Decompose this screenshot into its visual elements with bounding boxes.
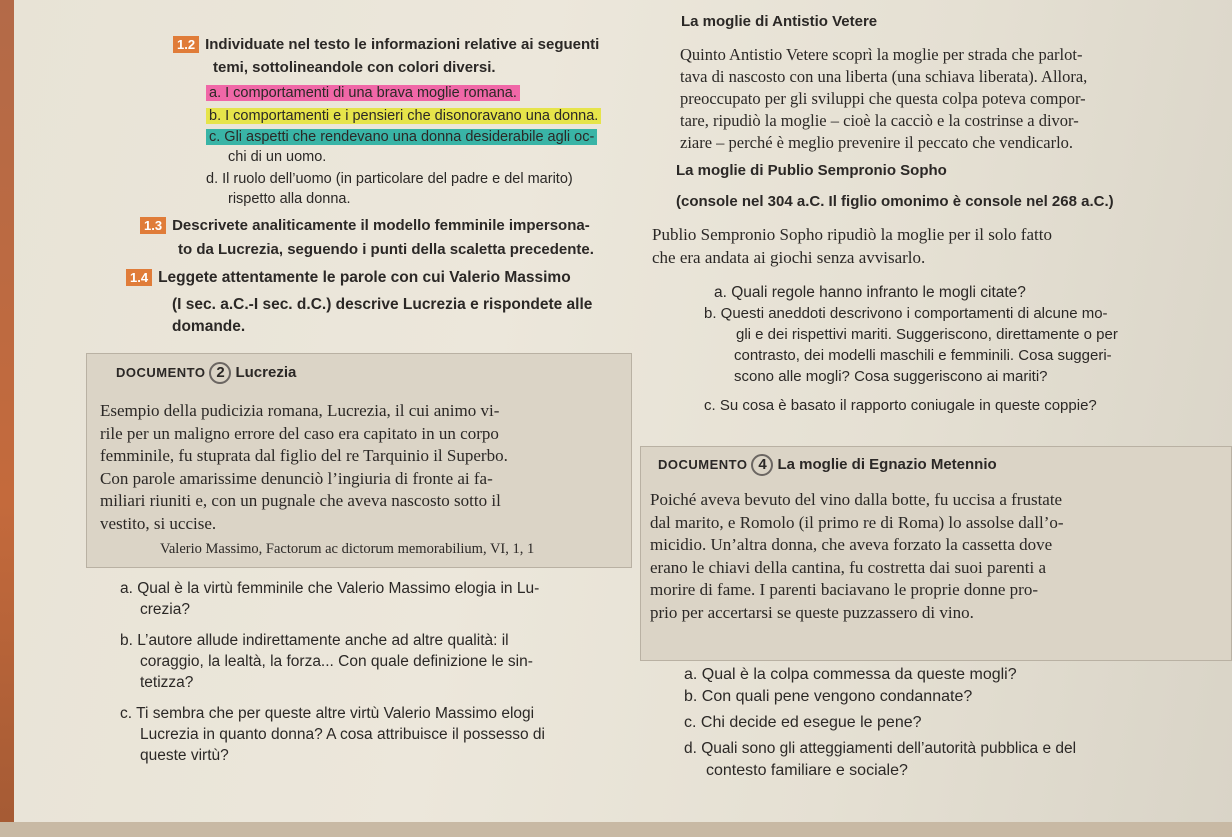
document-4-questions: a. Qual è la colpa commessa da queste mogli? b. Con quali pene vengono condannate? c. Chi decide ed esegue le pene? d. Quali sono gli atteggiamenti dell’autorità pubblica e del contesto familiare e sociale? [684,666,1077,779]
page-bottom-edge [0,822,1232,837]
exercise-1-2-item-d-cont: rispetto alla donna. [228,191,351,207]
sempronio-title: La moglie di Publio Sempronio Sopho [676,162,947,179]
document-2-header: DOCUMENTO 2 Lucrezia [116,362,296,384]
document-number-circle: 2 [209,362,231,384]
document-4-title: La moglie di Egnazio Metennio [777,456,997,473]
document-2-title: Lucrezia [235,364,297,381]
exercise-1-2-item-d: d. Il ruolo dell’uomo (in particolare del padre e del marito) [206,171,573,187]
document-number-circle: 4 [751,454,773,476]
exercise-1-2-item-c-cont: chi di un uomo. [228,149,327,165]
exercise-1-4-prompt-line3: domande. [172,318,246,335]
exercise-number-badge: 1.3 [140,217,166,234]
exercise-1-2-item-c: c. Gli aspetti che rendevano una donna desiderabile agli oc- [206,129,597,145]
exercise-number-badge: 1.2 [173,36,199,53]
antistio-title: La moglie di Antistio Vetere [681,13,878,30]
exercise-1-4-prompt: 1.4 Leggete attentamente le parole con cui Valerio Massimo [126,269,571,287]
sempronio-subtitle: (console nel 304 a.C. Il figlio omonimo è console nel 268 a.C.) [676,193,1114,210]
exercise-1-3-prompt-line2: to da Lucrezia, seguendo i punti della scaletta precedente. [178,241,594,258]
document-4-body: Poiché aveva bevuto del vino dalla botte, fu uccisa a frustate dal marito, e Romolo (il primo re di Roma) lo assolse dall’o- micidio. Un’altra donna, che aveva forzato la cassetta dove erano le chiavi della cantina, fu costretta dai suoi parenti a morire di fame. I parenti baciavano le proprie donne pro- prio per accertarsi se queste puzzassero di vino. [650,490,1064,622]
exercise-1-2-prompt-line2: temi, sottolineandole con colori diversi. [213,59,496,76]
document-2-questions: a. Qual è la virtù femminile che Valerio Massimo elogia in Lu- crezia? b. L’autore allude indirettamente anche ad altre qualità: il coraggio, la lealtà, la forza... Con quale definizione le sin- tetizza? c. Ti sembra che per queste altre virtù Valerio Massimo elogi Lucrezia in quanto donna? A cosa attribuisce il possesso di queste virtù? [120,580,545,764]
anecdote-questions: a. Quali regole hanno infranto le mogli citate? b. Questi aneddoti descrivono i comportamenti di alcune mo- gli e dei rispettivi mariti. Suggeriscono, direttamente o per contrasto, dei modelli maschili e femminili. Cosa suggeri- scono alle mogli? Cosa suggeriscono ai mariti? c. Su cosa è basato il rapporto coniugale in queste coppie? [704,284,1118,414]
exercise-1-2-prompt: 1.2 Individuate nel testo le informazioni relative ai seguenti [173,36,599,53]
page-edge-stripe [0,0,14,837]
exercise-1-3-prompt: 1.3 Descrivete analiticamente il modello femminile impersona- [140,217,590,234]
exercise-1-2-item-a: a. I comportamenti di una brava moglie romana. [206,85,520,101]
antistio-body: Quinto Antistio Vetere scoprì la moglie per strada che parlot- tava di nascosto con una liberta (una schiava liberata). Allora, preoccupato per gli sviluppi che questa colpa poteva compor- tare, ripudiò la moglie – cioè la cacciò e la costrinse a divor- ziare – perché è meglio prevenire il peccato che vendicarlo. [680,45,1088,152]
exercise-number-badge: 1.4 [126,269,152,286]
exercise-1-4-prompt-line2: (I sec. a.C.-I sec. d.C.) descrive Lucrezia e rispondete alle [172,296,593,313]
exercise-1-2-item-b: b. I comportamenti e i pensieri che disonoravano una donna. [206,108,601,124]
document-2-source: Valerio Massimo, Factorum ac dictorum memorabilium, VI, 1, 1 [160,541,535,557]
document-2-body: Esempio della pudicizia romana, Lucrezia, il cui animo vi- rile per un maligno errore del caso era capitato in un corpo femminile, fu stuprata dal figlio del re Tarquinio il Superbo. Con parole amarissime denunciò l’ingiuria di fronte ai fa- miliari riuniti e, con un pugnale che aveva nascosto sotto il vestito, si uccise. [100,401,508,533]
sempronio-body: Publio Sempronio Sopho ripudiò la moglie per il solo fatto che era andata ai giochi senza avvisarlo. [652,225,1052,267]
document-4-header: DOCUMENTO 4 La moglie di Egnazio Metennio [658,454,997,476]
